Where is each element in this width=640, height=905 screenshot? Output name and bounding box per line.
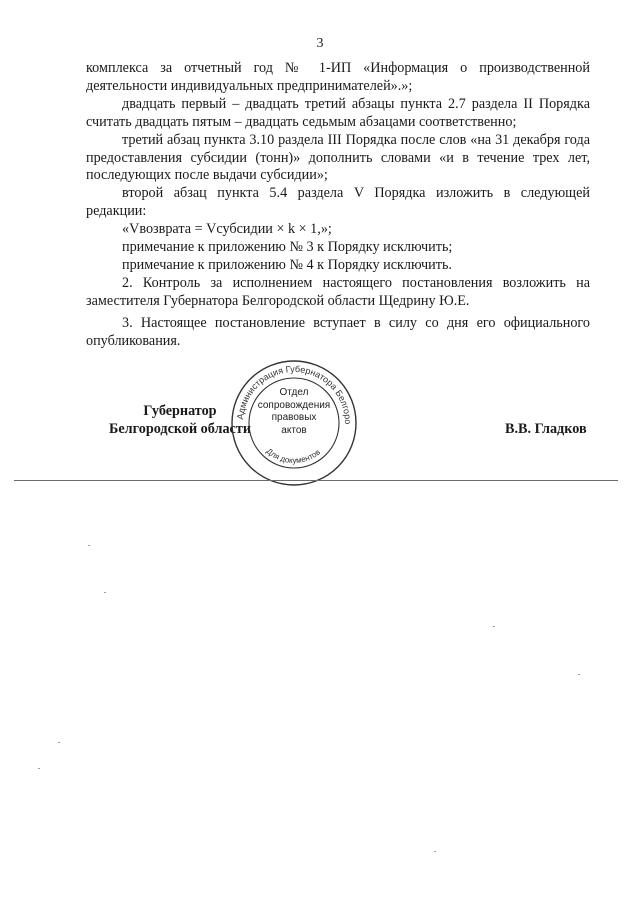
paragraph-2: двадцать первый – двадцать третий абзацы пункта 2.7 раздела II Порядка считать двадцать пятым – двадцать седьмым абзацами соответственно; [86,95,590,130]
paragraph-effective: 3. Настоящее постановление вступает в силу со дня его официального опубликования. [86,314,590,349]
scan-speck [578,674,580,675]
page-number: 3 [316,36,324,51]
stamp-center-line: правовых [271,412,317,423]
stamp-bottom-text: Для документов [264,446,322,466]
paragraph-3: третий абзац пункта 3.10 раздела III Порядка после слов «на 31 декабря года предоставления субсидии (тонн)» дополнить словами «и в течение трех лет, последующих после выдачи субсидии»; [86,131,590,184]
signatory-title-line1: Губернатор [143,403,217,419]
scan-speck [88,545,90,546]
paragraph-1: комплекса за отчетный год № 1-ИП «Информация о производственной деятельности индивидуальных предпринимателей».»; [86,60,590,94]
signatory-title-line2: Белгородской области [109,421,251,437]
svg-text:Для документов [265,447,322,466]
stamp-center-text [252,387,336,437]
scan-speck [493,626,495,627]
paragraph-note-3: примечание к приложению № 3 к Порядку исключить; [122,239,453,256]
scan-speck [104,592,106,593]
scan-speck [434,851,436,852]
paragraph-control: 2. Контроль за исполнением настоящего постановления возложить на заместителя Губернатора Белгородской области Щедрину Ю.Е. [86,274,590,309]
stamp-center-line: актов [281,424,307,436]
scan-speck [38,768,40,769]
signatory-name: В.В. Гладков [505,421,587,437]
paragraph-4: второй абзац пункта 5.4 раздела V Порядка изложить в следующей редакции: [86,185,590,220]
paragraph-note-4: примечание к приложению № 4 к Порядку исключить. [122,256,452,273]
stamp-center-line: сопровождения [257,399,331,411]
official-stamp [228,357,360,489]
stamp-center-line: Отдел [279,387,309,398]
document-body [86,60,590,351]
stamp-ring-text: Администрация Губернатора Белгоро [235,363,354,425]
scan-speck [58,742,60,743]
page-separator-line [14,480,618,481]
formula-line: «Vвозврата = Vсубсидии × k × 1,»; [122,221,332,238]
